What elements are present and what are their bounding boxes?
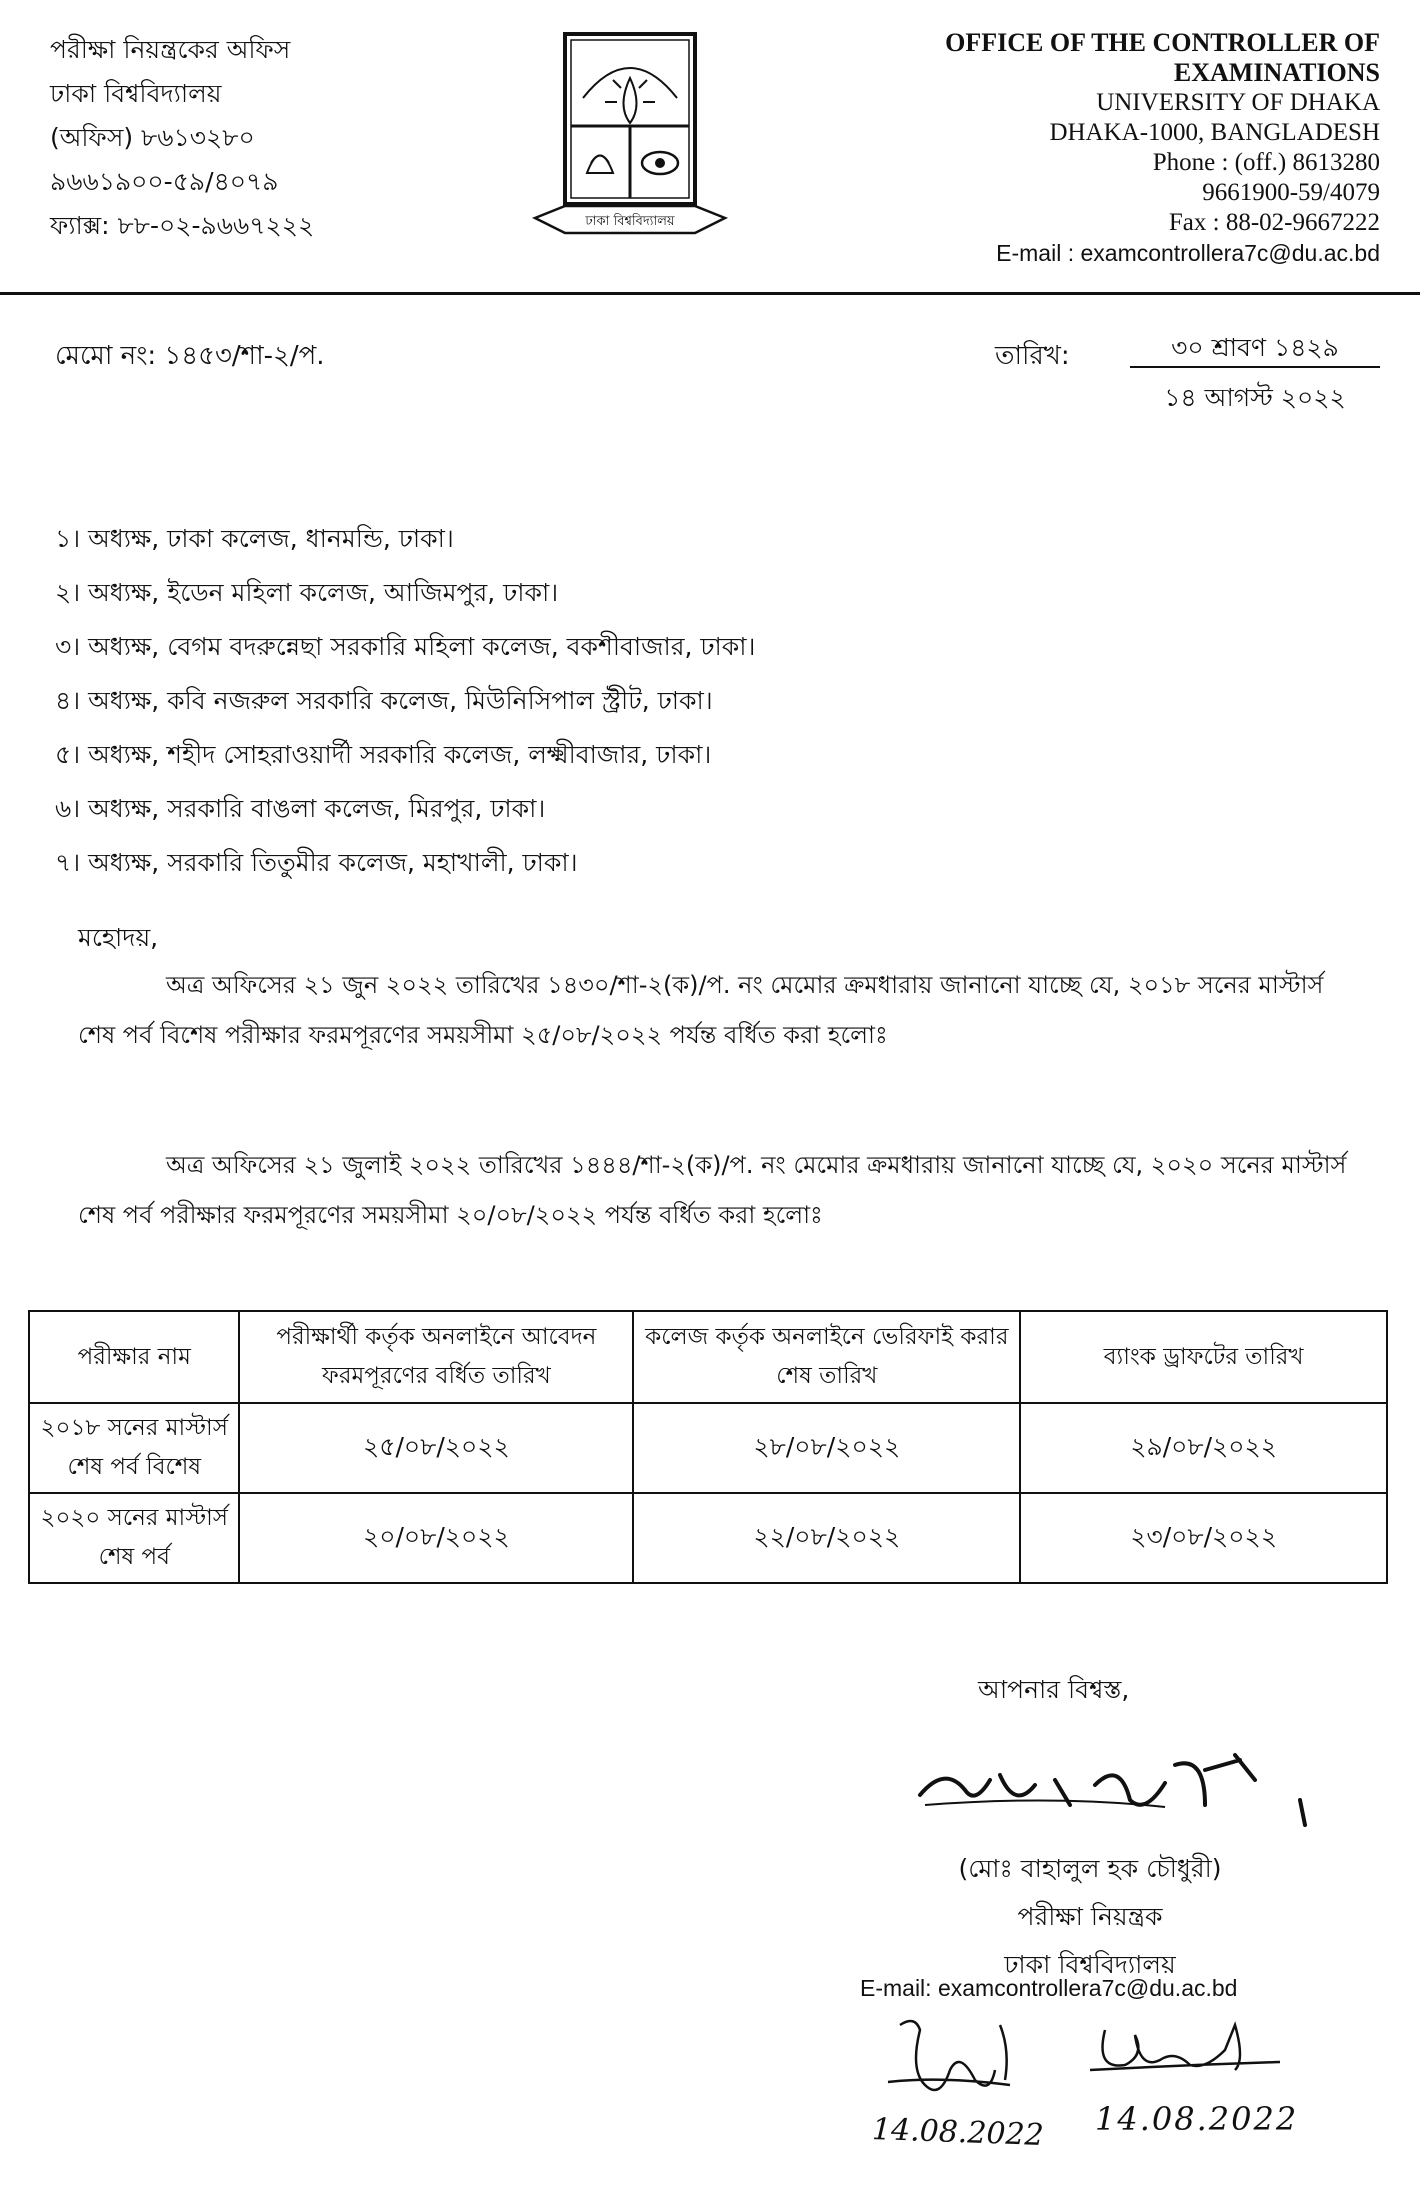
table-cell-date: ২৯/০৮/২০২২ xyxy=(1020,1403,1387,1493)
recipient-item: ৫। অধ্যক্ষ, শহীদ সোহরাওয়ার্দী সরকারি কলেজ, লক্ষ্মীবাজার, ঢাকা। xyxy=(55,740,712,769)
signatory-designation: পরীক্ষা নিয়ন্ত্রক xyxy=(1017,1902,1163,1931)
table-cell-date: ২০/০৮/২০২২ xyxy=(239,1493,633,1583)
recipient-item: ৪। অধ্যক্ষ, কবি নজরুল সরকারি কলেজ, মিউনিসিপাল স্ট্রীট, ঢাকা। xyxy=(55,686,713,715)
header-english-block xyxy=(945,28,1380,268)
table-cell-date: ২৮/০৮/২০২২ xyxy=(633,1403,1020,1493)
recipient-item: ২। অধ্যক্ষ, ইডেন মহিলা কলেজ, আজিমপুর, ঢাকা। xyxy=(55,578,559,607)
header-en-line: DHAKA-1000, BANGLADESH xyxy=(1049,119,1380,146)
recipient-item: ১। অধ্যক্ষ, ঢাকা কলেজ, ধানমন্ডি, ঢাকা। xyxy=(55,524,454,553)
header-bn-line: পরীক্ষা নিয়ন্ত্রকের অফিস xyxy=(50,35,291,64)
initial-signature-2 xyxy=(1085,2010,1285,2110)
handwritten-date-1: 14.08.2022 xyxy=(871,2112,1045,2153)
table-cell-exam: ২০১৮ সনের মাস্টার্স শেষ পর্ব বিশেষ xyxy=(29,1403,239,1493)
date-bangla: ৩০ শ্রাবণ ১৪২৯ xyxy=(1171,333,1339,362)
header-en-line: Phone : (off.) 8613280 xyxy=(1152,149,1380,176)
table-row xyxy=(29,1403,1387,1493)
table-header-cell: পরীক্ষার নাম xyxy=(29,1311,239,1403)
paragraph-2-text: অত্র অফিসের ২১ জুলাই ২০২২ তারিখের ১৪৪৪/শা-২(ক)/প. নং মেমোর ক্রমধারায় জানানো যাচ্ছে যে, ২০২০ সনের মাস্টার্স শেষ পর্ব পরীক্ষার ফরমপূরণের সময়সীমা ২০/০৮/২০২২ পর্যন্ত বর্ধিত করা হলোঃ xyxy=(78,1151,1347,1229)
paragraph-1-text: অত্র অফিসের ২১ জুন ২০২২ তারিখের ১৪৩০/শা-২(ক)/প. নং মেমোর ক্রমধারায় জানানো যাচ্ছে যে, ২০১৮ সনের মাস্টার্স শেষ পর্ব বিশেষ পরীক্ষার ফরমপূরণের সময়সীমা ২৫/০৮/২০২২ পর্যন্ত বর্ধিত করা হলোঃ xyxy=(78,971,1324,1049)
date-divider xyxy=(1130,366,1380,368)
logo-banner-text: ঢাকা বিশ্ববিদ্যালয় xyxy=(585,214,675,229)
signatory-block xyxy=(880,1845,1300,1989)
header-bn-line: ঢাকা বিশ্ববিদ্যালয় xyxy=(50,79,222,108)
paragraph-2 xyxy=(78,1140,1368,1240)
table-header-row xyxy=(29,1311,1387,1403)
header-bn-line: (অফিস) ৮৬১৩২৮০ xyxy=(50,123,255,152)
signatory-email: E-mail: examcontrollera7c@du.ac.bd xyxy=(860,1975,1238,2001)
header-divider xyxy=(0,292,1420,295)
recipient-list xyxy=(55,512,755,890)
schedule-table xyxy=(28,1310,1388,1584)
paragraph-1 xyxy=(78,960,1368,1060)
signatory-institution: ঢাকা বিশ্ববিদ্যালয় xyxy=(1004,1950,1176,1979)
university-logo xyxy=(525,28,735,248)
header-en-line: UNIVERSITY OF DHAKA xyxy=(1096,89,1380,116)
recipient-item: ৭। অধ্যক্ষ, সরকারি তিতুমীর কলেজ, মহাখালী, ঢাকা। xyxy=(55,848,578,877)
header-email: E-mail : examcontrollera7c@du.ac.bd xyxy=(996,240,1380,266)
table-cell-date: ২৫/০৮/২০২২ xyxy=(239,1403,633,1493)
table-cell-date: ২২/০৮/২০২২ xyxy=(633,1493,1020,1583)
signature xyxy=(905,1745,1325,1835)
handwritten-date-2: 14.08.2022 xyxy=(1095,2100,1299,2138)
office-title-line2: EXAMINATIONS xyxy=(1173,58,1380,87)
date-label: তারিখ: xyxy=(995,341,1070,371)
table-cell-date: ২৩/০৮/২০২২ xyxy=(1020,1493,1387,1583)
header-en-line: 9661900-59/4079 xyxy=(1202,179,1380,206)
signatory-name: (মোঃ বাহালুল হক চৌধুরী) xyxy=(958,1854,1222,1883)
table-header-cell: পরীক্ষার্থী কর্তৃক অনলাইনে আবেদন ফরমপূরণের বর্ধিত তারিখ xyxy=(239,1311,633,1403)
recipient-item: ৬। অধ্যক্ষ, সরকারি বাঙলা কলেজ, মিরপুর, ঢাকা। xyxy=(55,794,546,823)
salutation: মহোদয়, xyxy=(78,923,159,952)
recipient-item: ৩। অধ্যক্ষ, বেগম বদরুন্নেছা সরকারি মহিলা কলেজ, বকশীবাজার, ঢাকা। xyxy=(55,632,756,661)
initial-signature-1 xyxy=(880,2010,1020,2120)
table-cell-exam: ২০২০ সনের মাস্টার্স শেষ পর্ব xyxy=(29,1493,239,1583)
table-header-cell: ব্যাংক ড্রাফটের তারিখ xyxy=(1020,1311,1387,1403)
header-en-line: Fax : 88-02-9667222 xyxy=(1168,209,1380,236)
closing: আপনার বিশ্বস্ত, xyxy=(978,1675,1130,1704)
header-bn-line: ফ্যাক্স: ৮৮-০২-৯৬৬৭২২২ xyxy=(50,211,315,240)
header-bn-line: ৯৬৬১৯০০-৫৯/৪০৭৯ xyxy=(50,167,279,196)
memo-number: মেমো নং: ১৪৫৩/শা-২/প. xyxy=(55,341,325,371)
header-bangla-block xyxy=(50,28,314,248)
table-row xyxy=(29,1493,1387,1583)
office-title: OFFICE OF THE CONTROLLER OF xyxy=(945,28,1380,57)
table-header-cell: কলেজ কর্তৃক অনলাইনে ভেরিফাই করার শেষ তারিখ xyxy=(633,1311,1020,1403)
date-english: ১৪ আগস্ট ২০২২ xyxy=(1164,383,1346,412)
